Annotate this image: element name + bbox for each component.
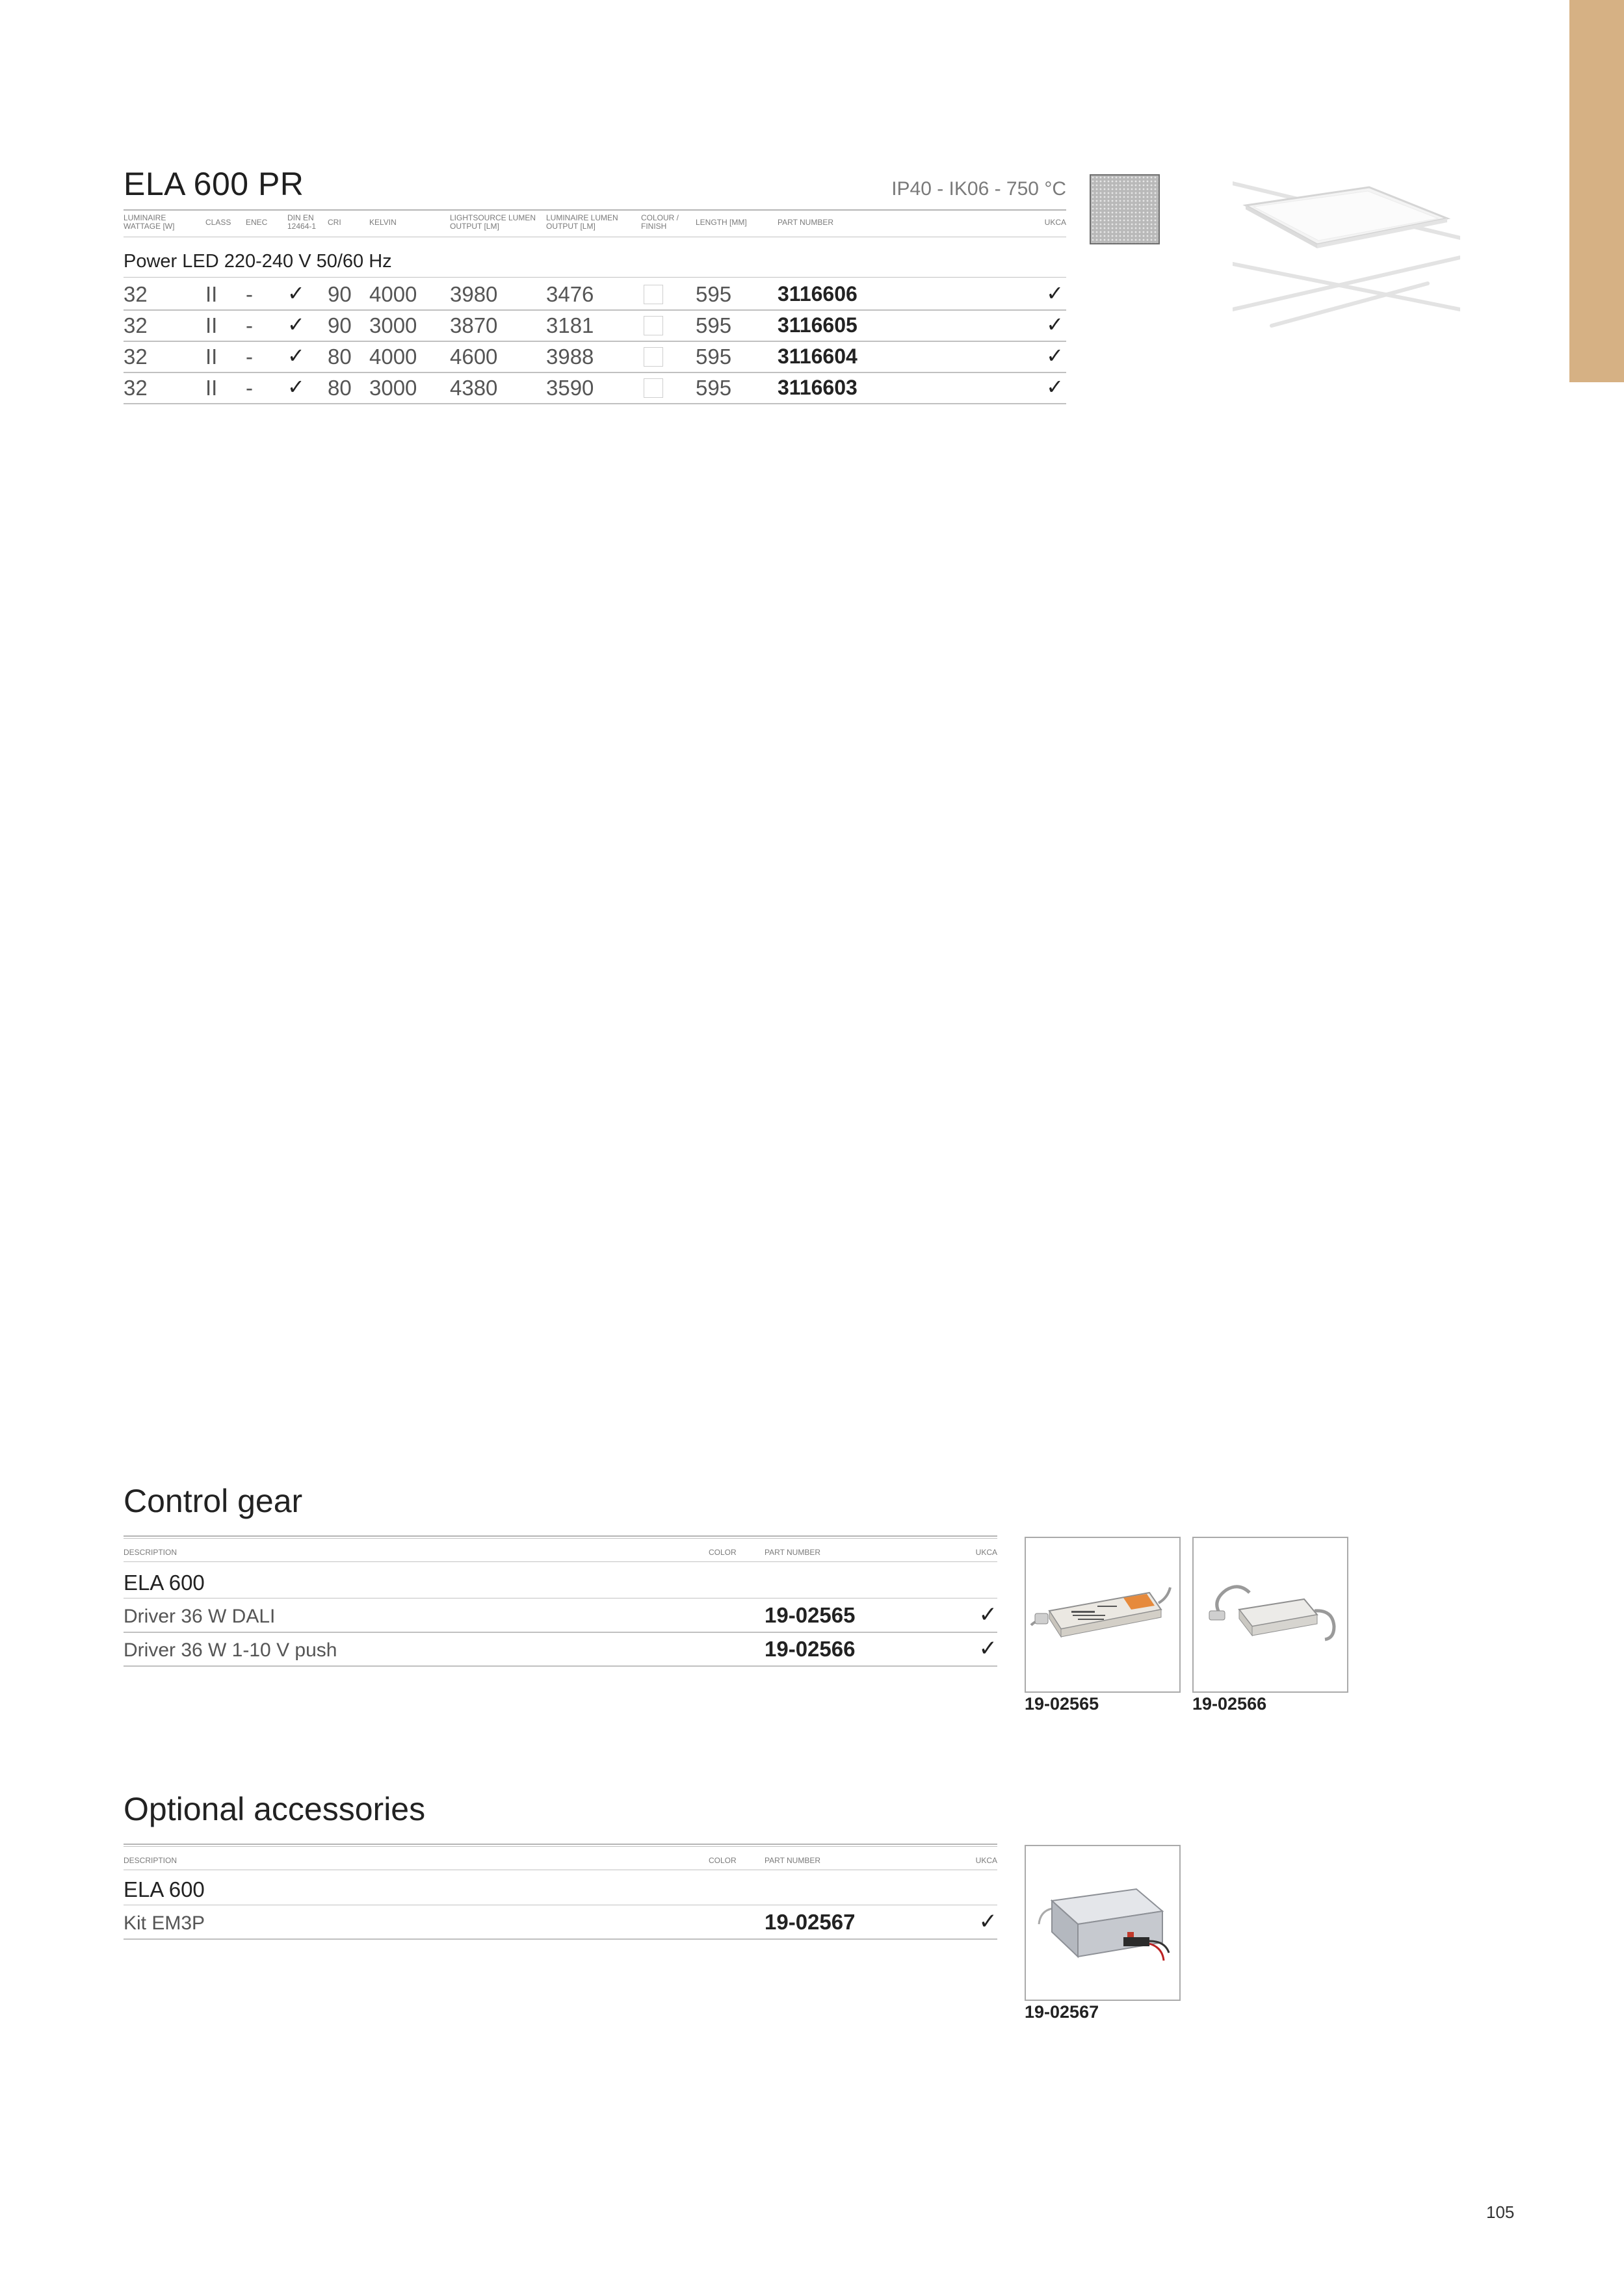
din-check-icon: ✓ [287,343,305,368]
col-head-length: LENGTH [MM] [696,218,747,227]
col-head-din: DIN EN 12464-1 [287,213,317,231]
part-number-cell: 3116605 [778,313,858,337]
col-head-description: DESCRIPTION [124,1548,177,1557]
kelvin-cell: 3000 [369,376,417,400]
description-cell: Kit EM3P [124,1912,205,1934]
length-cell: 595 [696,313,732,337]
class-cell: II [205,313,218,337]
luminaire-panel-image [1233,179,1460,329]
driver-1-10v-image [1192,1537,1348,1693]
length-cell: 595 [696,376,732,400]
kelvin-cell: 3000 [369,313,417,337]
lightsource-lumen-cell: 4380 [450,376,498,400]
din-check-icon: ✓ [287,312,305,337]
lightsource-lumen-cell: 3980 [450,282,498,306]
din-check-icon: ✓ [287,374,305,399]
col-head-luminaire-lumen: LUMINAIRE LUMEN OUTPUT [LM] [546,213,618,231]
col-head-kelvin: KELVIN [369,218,397,227]
list-item [124,1906,997,1940]
accessories-section [124,1790,997,1946]
image-caption: 19-02565 [1025,1694,1099,1714]
part-number-cell: 3116603 [778,376,858,399]
description-cell: Driver 36 W DALI [124,1606,276,1627]
group-label: ELA 600 [124,1877,205,1901]
ukca-check-icon: ✓ [1046,281,1064,306]
product-title: ELA 600 PR [124,166,304,202]
product-section [124,165,1066,412]
col-head-enec: ENEC [246,218,268,227]
list-item [124,1633,997,1667]
colour-swatch [644,378,663,398]
length-cell: 595 [696,282,732,306]
col-head-cri: CRI [328,218,341,227]
image-caption: 19-02566 [1192,1694,1267,1714]
ukca-check-icon: ✓ [1046,343,1064,368]
section-title: Optional accessories [124,1791,426,1827]
driver-dali-image [1025,1537,1181,1693]
col-head-wattage: LUMINAIRE WATTAGE [W] [124,213,175,231]
kit-em3p-image [1025,1845,1181,2001]
group-rule [124,277,1066,278]
part-number-cell: 19-02565 [765,1603,856,1627]
col-head-colour: COLOUR / FINISH [641,213,679,231]
ukca-check-icon: ✓ [978,1636,997,1662]
col-head-part-number: PART NUMBER [778,218,834,227]
col-head-part-number: PART NUMBER [765,1856,821,1865]
cri-cell: 90 [328,282,352,306]
table-row [124,278,1066,311]
control-gear-section [124,1482,997,1677]
col-head-description: DESCRIPTION [124,1856,177,1865]
group-label: ELA 600 [124,1571,205,1595]
col-head-color: COLOR [709,1856,737,1865]
header-top-rule [124,1844,997,1845]
enec-cell: - [246,313,253,337]
cri-cell: 90 [328,313,352,337]
wattage-cell: 32 [124,345,148,369]
header-top-rule-2 [124,1538,997,1539]
colour-swatch [644,285,663,304]
cri-cell: 80 [328,376,352,400]
enec-cell: - [246,376,253,400]
chapter-tab [1569,0,1624,382]
header-top-rule [124,1535,997,1537]
col-head-color: COLOR [709,1548,737,1557]
kelvin-cell: 4000 [369,282,417,306]
description-cell: Driver 36 W 1-10 V push [124,1639,337,1661]
colour-swatch [644,316,663,335]
table-row [124,309,1066,342]
luminaire-lumen-cell: 3590 [546,376,594,400]
col-head-ukca: UKCA [1044,218,1066,227]
part-number-cell: 3116604 [778,345,858,368]
header-top-rule-2 [124,1846,997,1847]
image-caption: 19-02567 [1025,2002,1099,2022]
colour-swatch [644,347,663,367]
part-number-cell: 19-02566 [765,1637,856,1661]
ukca-check-icon: ✓ [978,1909,997,1935]
col-head-class: CLASS [205,218,231,227]
ukca-check-icon: ✓ [1046,374,1064,399]
luminaire-lumen-cell: 3988 [546,345,594,369]
lightsource-lumen-cell: 3870 [450,313,498,337]
class-cell: II [205,376,218,400]
ukca-check-icon: ✓ [978,1602,997,1628]
length-cell: 595 [696,345,732,369]
enec-cell: - [246,282,253,306]
class-cell: II [205,345,218,369]
header-bottom-rule [124,1561,997,1562]
luminaire-lumen-cell: 3181 [546,313,594,337]
wattage-cell: 32 [124,376,148,400]
class-cell: II [205,282,218,306]
cri-cell: 80 [328,345,352,369]
section-title: Control gear [124,1483,303,1519]
wattage-cell: 32 [124,313,148,337]
header-top-rule [124,209,1066,211]
col-head-ukca: UKCA [975,1856,997,1865]
table-row [124,341,1066,373]
list-item [124,1599,997,1633]
ukca-check-icon: ✓ [1046,312,1064,337]
col-head-part-number: PART NUMBER [765,1548,821,1557]
luminaire-lumen-cell: 3476 [546,282,594,306]
product-rating: IP40 - IK06 - 750 °C [891,178,1066,200]
finish-swatch-image [1090,174,1160,244]
group-label: Power LED 220-240 V 50/60 Hz [124,251,392,272]
kelvin-cell: 4000 [369,345,417,369]
lightsource-lumen-cell: 4600 [450,345,498,369]
col-head-lightsource-lumen: LIGHTSOURCE LUMEN OUTPUT [LM] [450,213,536,231]
part-number-cell: 19-02567 [765,1910,856,1934]
col-head-ukca: UKCA [975,1548,997,1557]
part-number-cell: 3116606 [778,282,858,306]
din-check-icon: ✓ [287,281,305,306]
wattage-cell: 32 [124,282,148,306]
table-row [124,372,1066,404]
page-number: 105 [1486,2202,1515,2222]
enec-cell: - [246,345,253,369]
